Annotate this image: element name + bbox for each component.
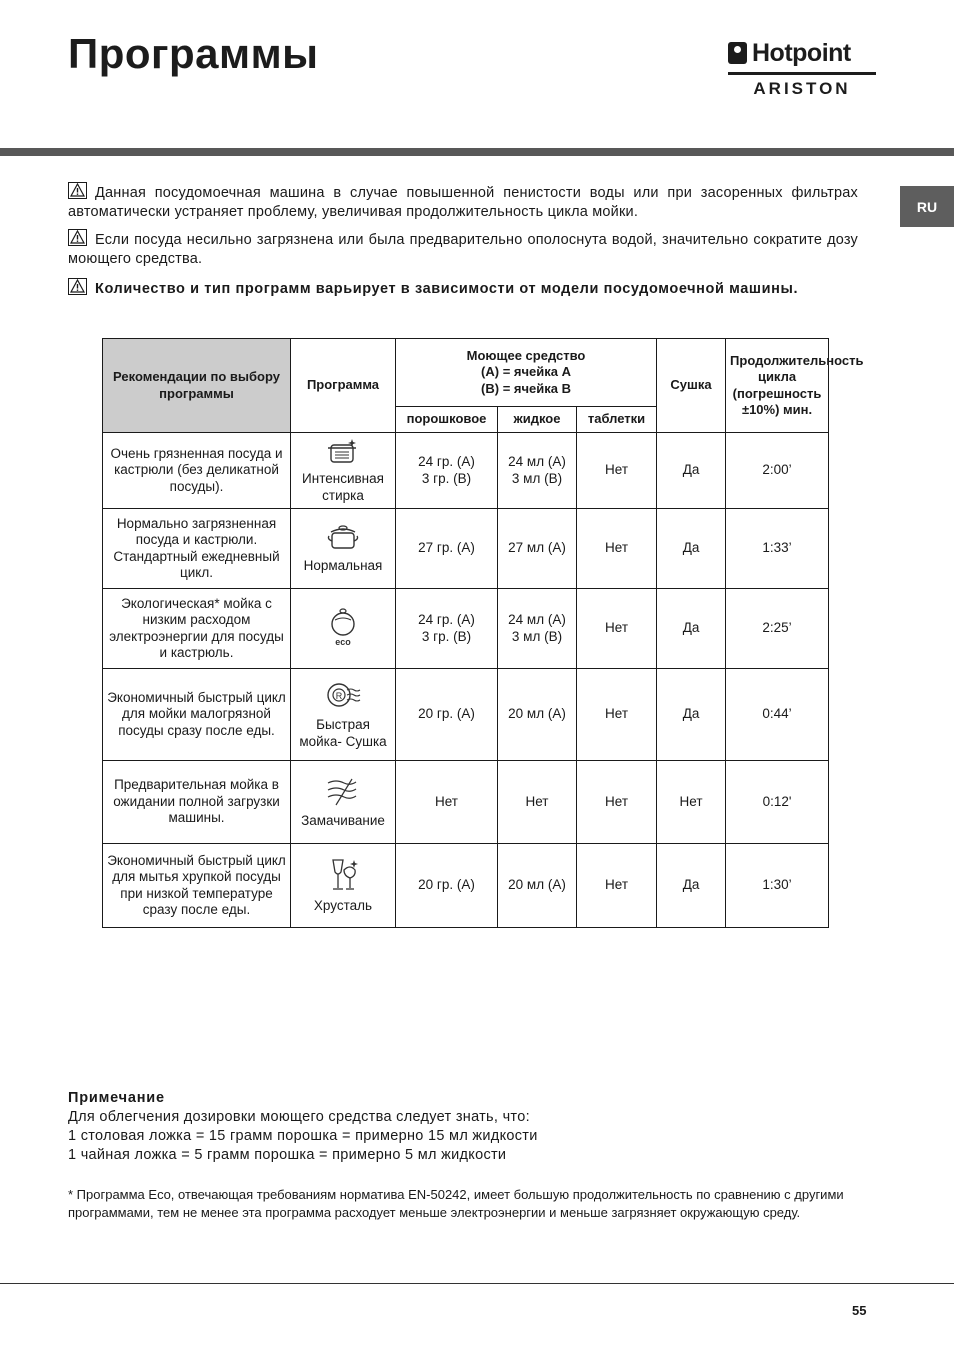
- table-row: [103, 509, 829, 589]
- brand-logo: [728, 38, 876, 102]
- logo-brand: Hotpoint: [752, 38, 851, 67]
- row-duration: 1:33’: [726, 509, 829, 589]
- header-divider: [0, 148, 954, 156]
- table-row: [103, 761, 829, 844]
- row-recommendation: Нормально загрязненная посуда и кастрюли. Стандартный ежедневный цикл.: [103, 509, 291, 589]
- row-powder: 24 гр. (A) 3 гр. (B): [396, 589, 498, 669]
- row-recommendation: Экологическая* мойка с низким расходом электроэнергии для посуды и кастрюль.: [103, 589, 291, 669]
- header-liquid: жидкое: [498, 407, 577, 433]
- row-program: [291, 761, 396, 844]
- row-duration: 0:12': [726, 761, 829, 844]
- intensive-wash-icon: [325, 437, 361, 467]
- svg-text:R: R: [335, 691, 343, 701]
- normal-wash-icon: [325, 522, 361, 554]
- programs-table: [102, 338, 864, 928]
- rapid-wash-icon: [322, 679, 364, 713]
- warning-icon: [68, 278, 87, 295]
- logo-mark-icon: [728, 42, 747, 64]
- header-duration: Продолжительность цикла (погрешность ±10%) мин.: [726, 339, 829, 433]
- row-powder: 24 гр. (A) 3 гр. (B): [396, 433, 498, 509]
- row-tablets: Нет: [577, 589, 657, 669]
- header-program: Программа: [291, 339, 396, 433]
- warning-icon: [68, 229, 87, 246]
- header-detergent-b: (В) = ячейка В: [481, 380, 571, 396]
- eco-label: eco: [335, 636, 351, 647]
- row-program: [291, 433, 396, 509]
- row-duration: 2:25’: [726, 589, 829, 669]
- row-powder: Нет: [396, 761, 498, 844]
- header-detergent-a: (А) = ячейка А: [481, 364, 571, 380]
- eco-footnote: * Программа Eco, отвечающая требованиям норматива EN-50242, имеет большую продолжительность по сравнению с другими программами, тем не менее эта программа расходует меньше электроэнергии и меньше загрязняет окружающую среду.: [68, 1187, 844, 1220]
- footer-divider: [0, 1283, 954, 1284]
- program-name: Замачивание: [301, 812, 385, 828]
- note-line: Для облегчения дозировки моющего средства следует знать, что:: [68, 1109, 530, 1125]
- warning-text: Данная посудомоечная машина в случае повышенной пенистости воды или при засоренных фильтрах автоматически устраняет проблему, увеличивая продолжительность цикла мойки.: [68, 185, 858, 220]
- header-tablets: таблетки: [577, 407, 657, 433]
- table-row: [103, 433, 829, 509]
- header-powder: порошковое: [396, 407, 498, 433]
- row-program: [291, 509, 396, 589]
- program-name: Хрусталь: [313, 898, 373, 914]
- row-powder: 20 гр. (A): [396, 844, 498, 928]
- row-drying: Да: [657, 509, 726, 589]
- row-liquid: 24 мл (A) 3 мл (B): [498, 433, 577, 509]
- row-recommendation: Экономичный быстрый цикл для мытья хрупкой посуды при низкой температуре сразу после еды.: [103, 844, 291, 928]
- header-detergent: [396, 339, 657, 407]
- row-powder: 20 гр. (A): [396, 669, 498, 761]
- warning-note-1: [68, 182, 858, 222]
- table-header-row: [103, 339, 829, 407]
- page-title: Программы: [68, 30, 319, 77]
- program-name: Нормальная: [303, 558, 383, 574]
- logo-rule: [728, 72, 876, 75]
- row-drying: Да: [657, 433, 726, 509]
- row-liquid: 27 мл (A): [498, 509, 577, 589]
- row-duration: 1:30’: [726, 844, 829, 928]
- row-liquid: 24 мл (A) 3 мл (B): [498, 589, 577, 669]
- warning-text: Если посуда несильно загрязнена или была предварительно ополоснута водой, значительно сократите дозу моющего средства.: [68, 232, 858, 267]
- header-drying: Сушка: [657, 339, 726, 433]
- row-liquid: 20 мл (A): [498, 844, 577, 928]
- eco-wash-icon: [325, 606, 361, 648]
- program-name: Быстрая мойка- Сушка: [299, 717, 387, 749]
- row-liquid: 20 мл (A): [498, 669, 577, 761]
- language-tab: RU: [900, 186, 954, 227]
- row-duration: 0:44’: [726, 669, 829, 761]
- row-tablets: Нет: [577, 669, 657, 761]
- row-liquid: Нет: [498, 761, 577, 844]
- table-row: [103, 669, 829, 761]
- soak-icon: [322, 775, 364, 809]
- row-tablets: Нет: [577, 509, 657, 589]
- note-title: Примечание: [68, 1090, 165, 1106]
- crystal-glass-icon: [326, 856, 360, 894]
- row-program: [291, 589, 396, 669]
- row-duration: 2:00’: [726, 433, 829, 509]
- warning-note-3: [68, 278, 858, 299]
- row-tablets: Нет: [577, 761, 657, 844]
- warning-note-2: [68, 229, 858, 269]
- warning-icon: [68, 182, 87, 199]
- row-tablets: Нет: [577, 433, 657, 509]
- note-block: [68, 1089, 538, 1165]
- header-recommendation: Рекомендации по выбору программы: [103, 339, 291, 433]
- header-detergent-title: Моющее средство: [466, 347, 586, 363]
- table-row: [103, 589, 829, 669]
- row-recommendation: Очень грязненная посуда и кастрюли (без деликатной посуды).: [103, 433, 291, 509]
- row-drying: Да: [657, 844, 726, 928]
- row-recommendation: Предварительная мойка в ожидании полной загрузки машины.: [103, 761, 291, 844]
- logo-sub: ARISTON: [753, 79, 851, 98]
- row-drying: Да: [657, 669, 726, 761]
- row-program: [291, 844, 396, 928]
- warning-text: Количество и тип программ варьирует в зависимости от модели посудомоечной машины.: [95, 281, 799, 297]
- note-line: 1 чайная ложка = 5 грамм порошка = примерно 5 мл жидкости: [68, 1147, 507, 1163]
- row-recommendation: Экономичный быстрый цикл для мойки малогрязной посуды сразу после еды.: [103, 669, 291, 761]
- page-number: 55: [852, 1303, 867, 1318]
- row-program: [291, 669, 396, 761]
- row-drying: Нет: [657, 761, 726, 844]
- row-powder: 27 гр. (A): [396, 509, 498, 589]
- row-drying: Да: [657, 589, 726, 669]
- row-tablets: Нет: [577, 844, 657, 928]
- note-line: 1 столовая ложка = 15 грамм порошка = примерно 15 мл жидкости: [68, 1128, 538, 1144]
- program-name: Интенсивная стирка: [302, 471, 384, 503]
- table-row: [103, 844, 829, 928]
